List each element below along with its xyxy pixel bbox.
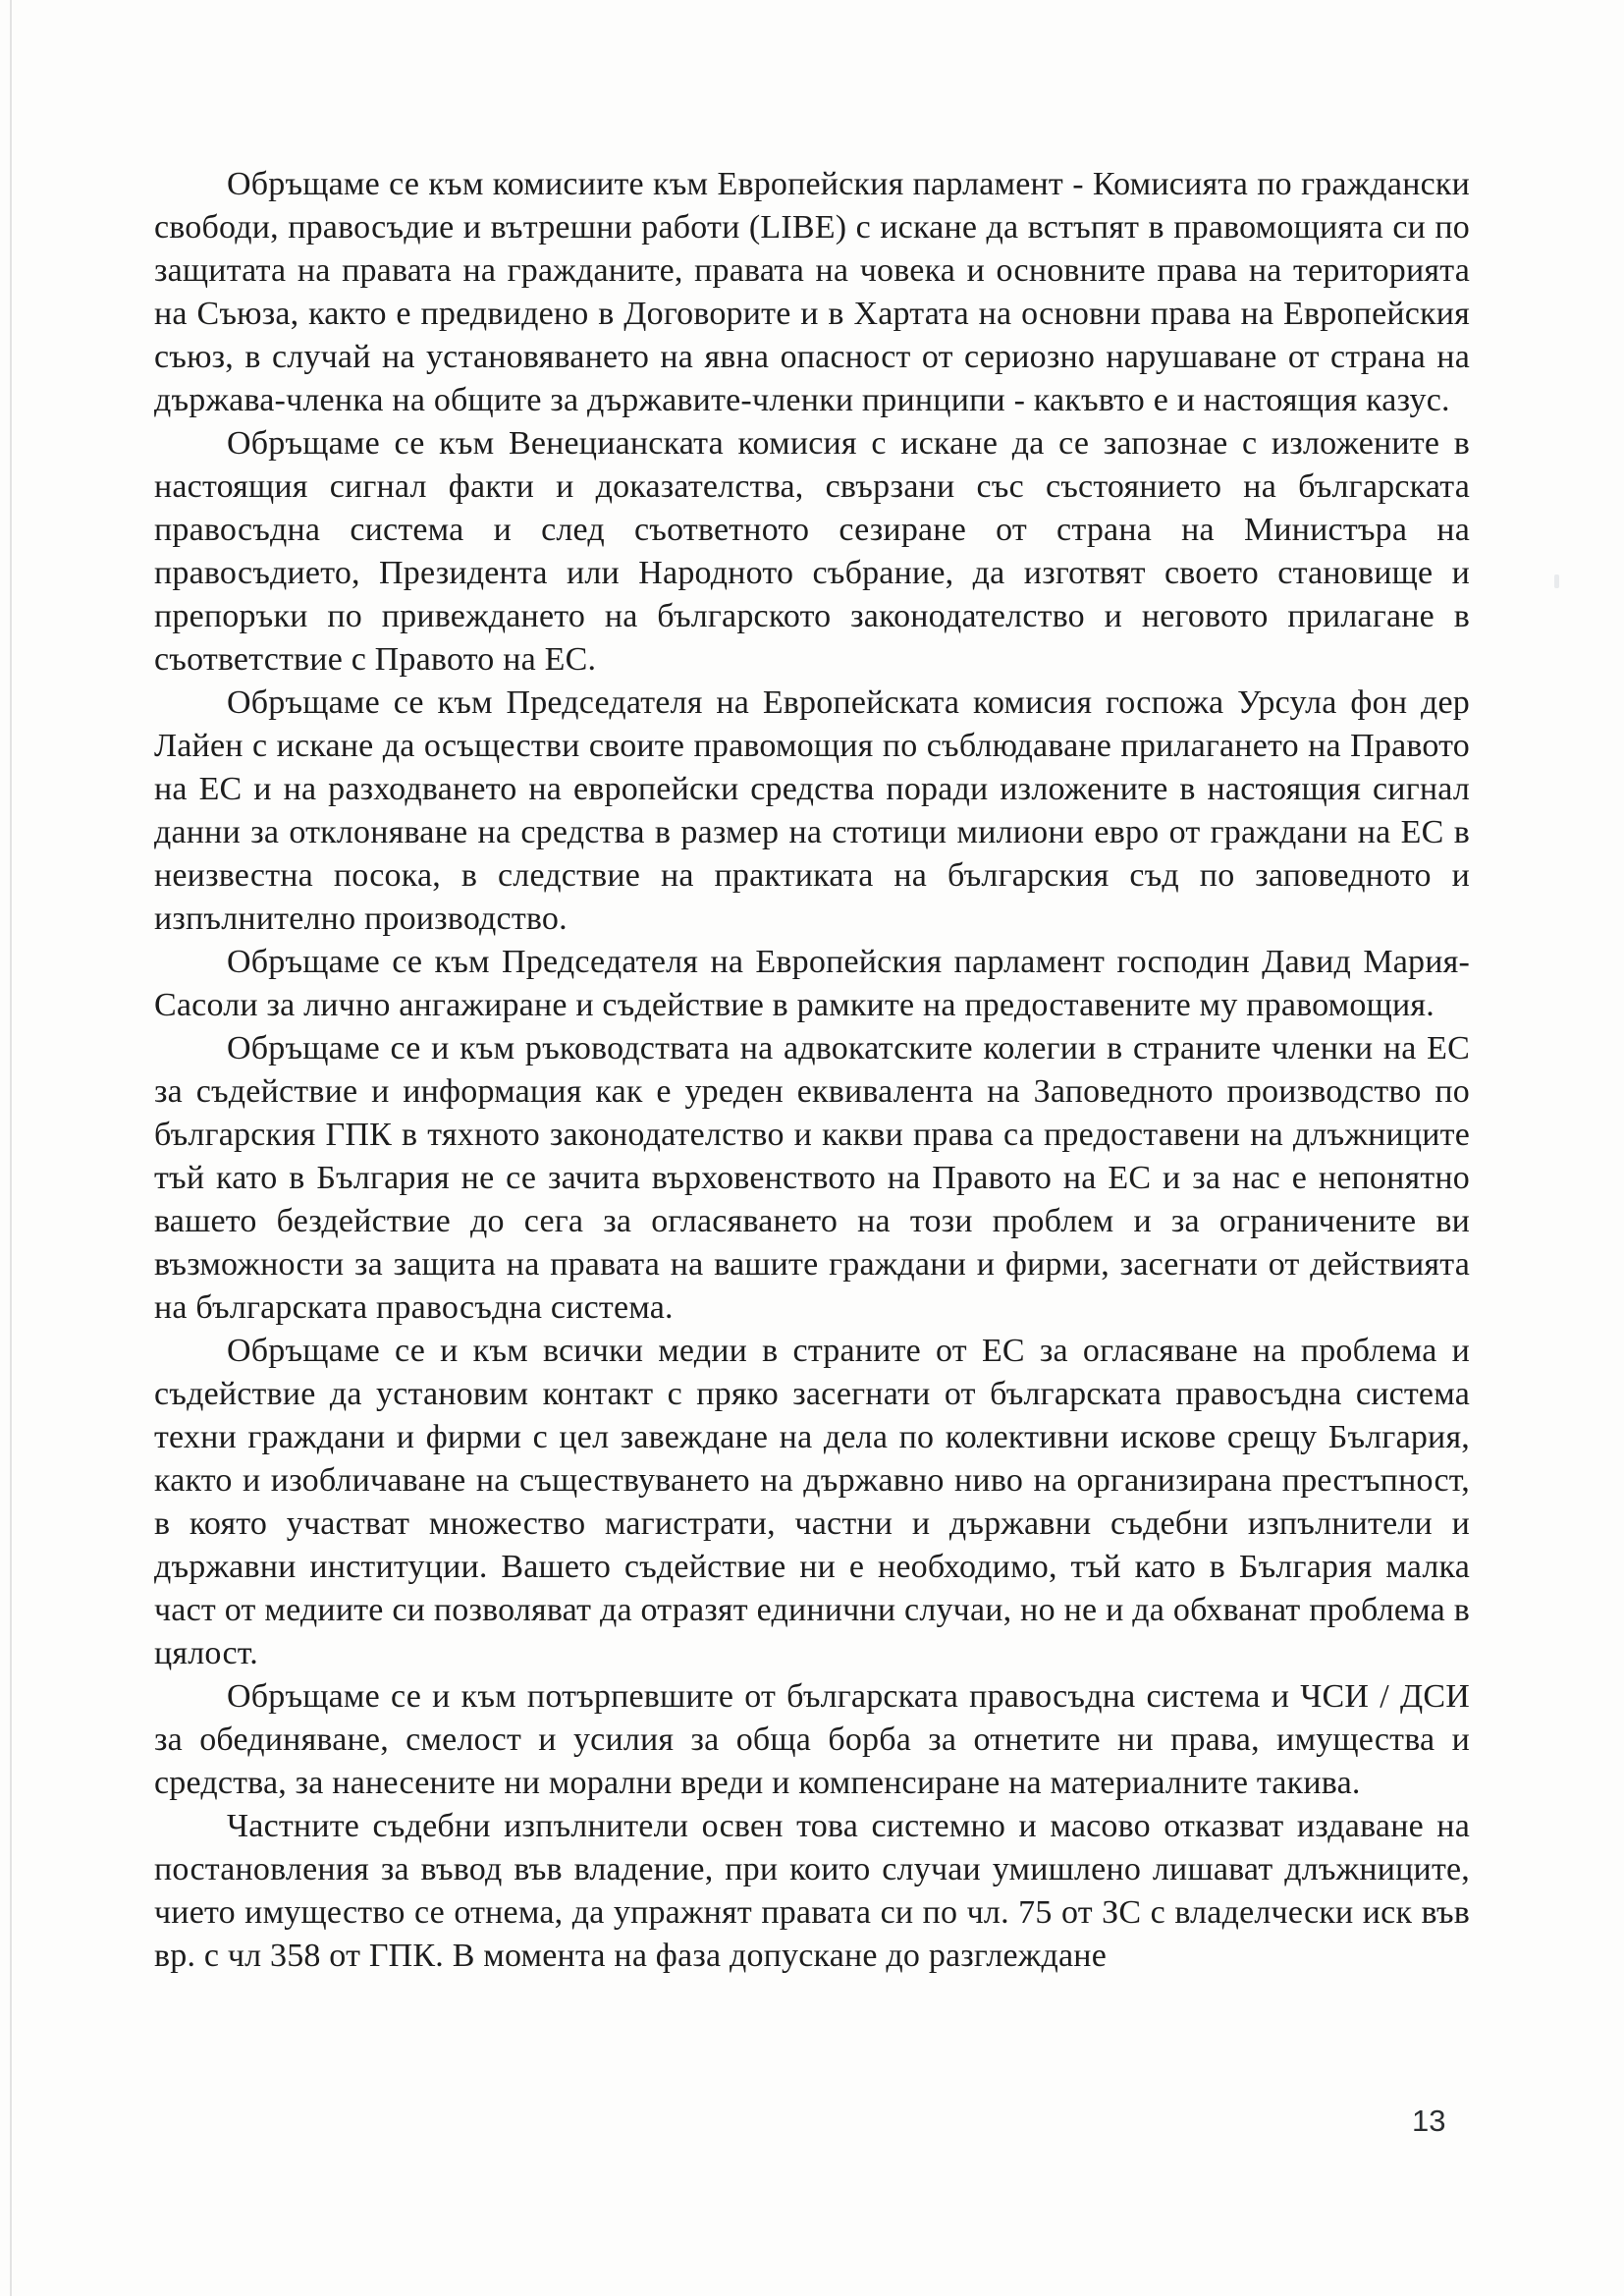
page-number: 13 [1412,2104,1446,2138]
paragraph: Обръщаме се и към ръководствата на адвокатските колегии в страните членки на ЕС за съдействие и информация как е уреден еквивалента на Заповедното производство по българския ГПК в тяхното законодателство и какви права са предоставени на длъжниците тъй като в България не се зачита върховенството на Правото на ЕС и за нас е непонятно вашето бездействие до сега за огласяването на този проблем и за ограничените ви възможности за защита на правата на вашите граждани и фирми, засегнати от действията на българската правосъдна система. [154,1030,1470,1326]
paragraph: Обръщаме се и към потърпевшите от българската правосъдна система и ЧСИ / ДСИ за обединяване, смелост и усилия за обща борба за отнетите ни права, имущества и средства, за нанесените ни морални вреди и компенсиране на материалните такива. [154,1678,1470,1801]
paragraph: Обръщаме се и към всички медии в страните от ЕС за огласяване на проблема и съдействие да установим контакт с пряко засегнати от българската правосъдна система техни граждани и фирми с цел завеждане на дела по колективни искове срещу България, както и изобличаване на съществуването на държавно ниво на организирана престъпност, в която участват множество магистрати, частни и държавни съдебни изпълнители и държавни институции. Вашето съдействие ни е необходимо, тъй като в България малка част от медиите си позволяват да отразят единични случаи, но не и да обхванат проблема в цялост. [154,1333,1470,1671]
paragraph: Частните съдебни изпълнители освен това системно и масово отказват издаване на постановления за въвод във владение, при които случаи умишлено лишават длъжниците, чието имущество се отнема, да упражнят правата си по чл. 75 от ЗС с владелчески иск във вр. с чл 358 от ГПК. В момента на фаза допускане до разглеждане [154,1808,1470,1974]
paragraph: Обръщаме се към комисиите към Европейския парламент - Комисията по граждански свободи, правосъдие и вътрешни работи (LIBE) с искане да встъпят в правомощията си по защитата на правата на гражданите, правата на човека и основните права на територията на Съюза, както е предвидено в Договорите и в Хартата на основни права на Европейския съюз, в случай на установяването на явна опасност от сериозно нарушаване от страна на държава-членка на общите за държавите-членки принципи - какъвто е и настоящия казус. [154,166,1470,418]
paragraph: Обръщаме се към Председателя на Европейската комисия госпожа Урсула фон дер Лайен с искане да осъществи своите правомощия по съблюдаване прилагането на Правото на ЕС и на разходването на европейски средства поради изложените в настоящия сигнал данни за отклоняване на средства в размер на стотици милиони евро от граждани на ЕС в неизвестна посока, в следствие на практиката на българския съд по заповедното и изпълнително производство. [154,684,1470,937]
scan-edge [10,0,12,2296]
document-body-text [154,163,1470,1978]
paragraph: Обръщаме се към Венецианската комисия с искане да се запознае с изложените в настоящия сигнал факти и доказателства, свързани със състоянието на българската правосъдна система и след съответното сезиране от страна на Министъра на правосъдието, Президента или Народното събрание, да изготвят своето становище и препоръки по привеждането на българското законодателство и неговото прилагане в съответствие с Правото на ЕС. [154,425,1470,678]
paragraph: Обръщаме се към Председателя на Европейския парламент господин Давид Мария-Сасоли за лично ангажиране и съдействие в рамките на предоставените му правомощия. [154,944,1470,1023]
scan-artifact [1554,574,1559,588]
